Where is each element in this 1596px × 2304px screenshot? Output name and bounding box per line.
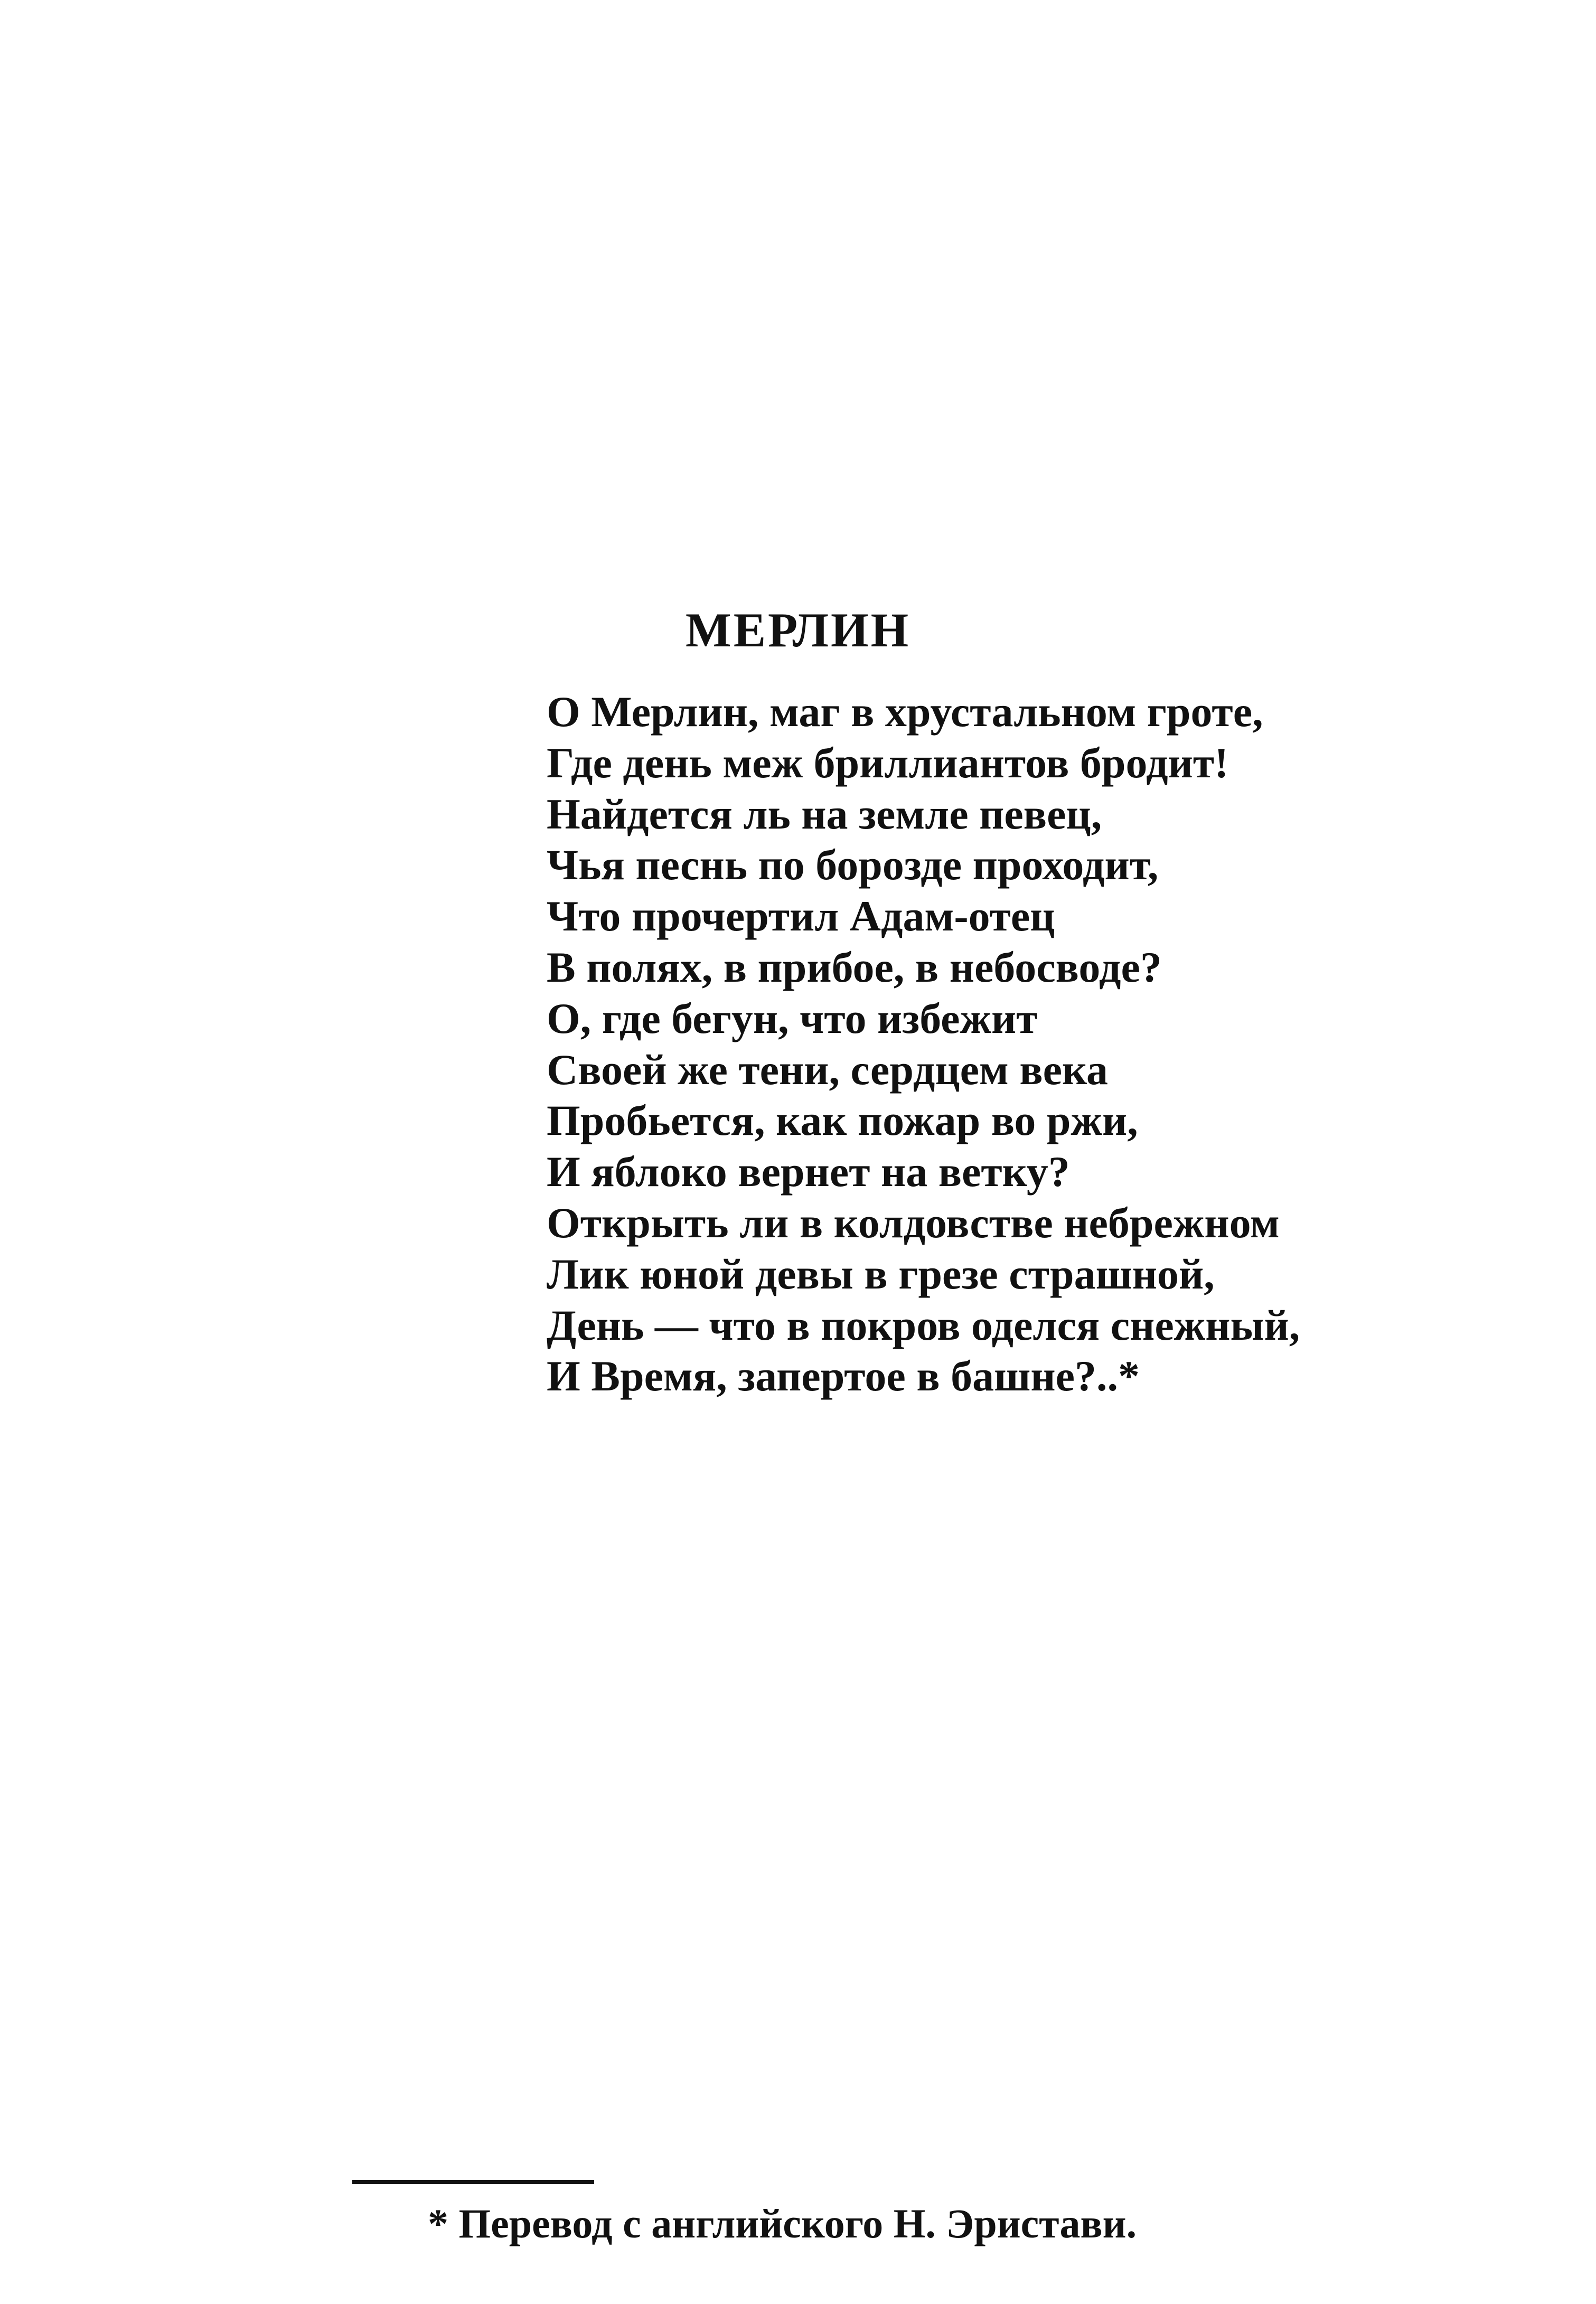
poem-line: Своей же тени, сердцем века — [547, 1045, 1108, 1094]
poem-line: Где день меж бриллиантов бродит! — [547, 738, 1229, 787]
poem-line: И яблоко вернет на ветку? — [547, 1148, 1070, 1196]
footnote-divider — [352, 2180, 594, 2184]
footnote-text: * Перевод с английского Н. Эристави. — [428, 2200, 1137, 2246]
poem-line: В полях, в прибое, в небосводе? — [547, 943, 1162, 991]
poem-line: О, где бегун, что избежит — [547, 994, 1038, 1042]
poem-line: Пробьется, как пожар во ржи, — [547, 1096, 1138, 1145]
poem-line: Что прочертил Адам-отец — [547, 892, 1055, 941]
poem-line: Открыть ли в колдовстве небрежном — [547, 1198, 1280, 1247]
poem-line: Лик юной девы в грезе страшной, — [547, 1249, 1215, 1298]
poem-line: Чья песнь по борозде проходит, — [547, 841, 1159, 889]
poem-line: Найдется ль на земле певец, — [547, 789, 1102, 838]
poem-line: И Время, запертое в башне?..* — [547, 1352, 1140, 1400]
poem-line: День — что в покров оделся снежный, — [547, 1301, 1300, 1349]
poem-title: МЕРЛИН — [685, 603, 911, 657]
poem-line: О Мерлин, маг в хрустальном гроте, — [547, 688, 1263, 736]
poem-body — [547, 687, 1444, 1402]
